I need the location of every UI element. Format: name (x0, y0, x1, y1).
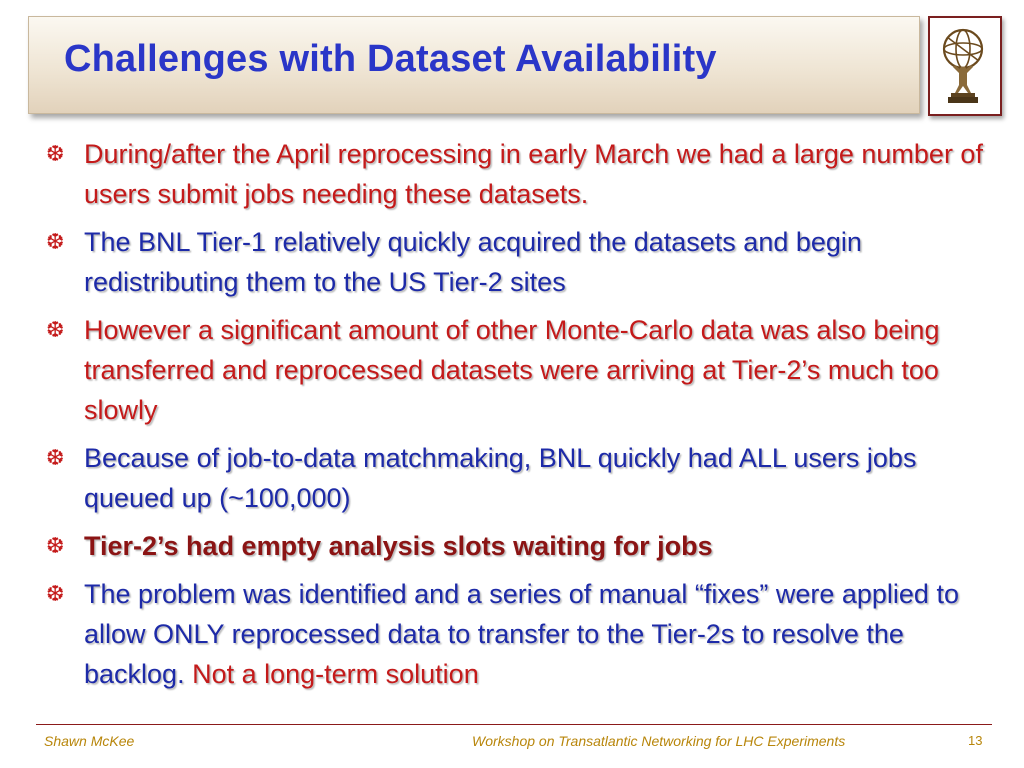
bullet-text: The BNL Tier-1 relatively quickly acquired the datasets and begin redistributing them to the US Tier-2 sites (84, 227, 862, 297)
bullet-item (44, 222, 994, 302)
bullet-text: Tier-2’s had empty analysis slots waiting for jobs (84, 531, 713, 561)
bullet-text: Because of job-to-data matchmaking, BNL quickly had ALL users jobs queued up (~100,000) (84, 443, 917, 513)
bullet-item (44, 134, 994, 214)
atlas-statue-icon (935, 23, 991, 105)
atlas-logo (928, 16, 1002, 116)
bullet-item (44, 526, 994, 566)
page-number: 13 (968, 733, 983, 748)
bullet-text-highlight: Not a long-term solution (192, 659, 479, 689)
footer-author: Shawn McKee (44, 733, 135, 749)
bullet-text: However a significant amount of other Monte-Carlo data was also being transferred and reprocessed datasets were arriving at Tier-2’s much too slowly (84, 315, 940, 425)
snowflake-bullet-icon: ❆ (46, 229, 65, 254)
bullet-item (44, 310, 994, 430)
snowflake-bullet-icon: ❆ (46, 581, 65, 606)
footer-event: Workshop on Transatlantic Networking for LHC Experiments (472, 733, 846, 749)
snowflake-bullet-icon: ❆ (46, 445, 65, 470)
bullet-text: The problem was identified and a series of manual “fixes” were applied to allow ONLY reprocessed data to transfer to the Tier-2s to resolve the backlog. (84, 579, 959, 689)
snowflake-bullet-icon: ❆ (46, 533, 65, 558)
bullet-item (44, 438, 994, 518)
bullet-list (44, 134, 994, 702)
slide-title: Challenges with Dataset Availability (64, 38, 717, 80)
snowflake-bullet-icon: ❆ (46, 317, 65, 342)
bullet-item (44, 574, 994, 694)
bullet-text: During/after the April reprocessing in early March we had a large number of users submit jobs needing these datasets. (84, 139, 983, 209)
snowflake-bullet-icon: ❆ (46, 141, 65, 166)
footer-divider (36, 724, 992, 725)
